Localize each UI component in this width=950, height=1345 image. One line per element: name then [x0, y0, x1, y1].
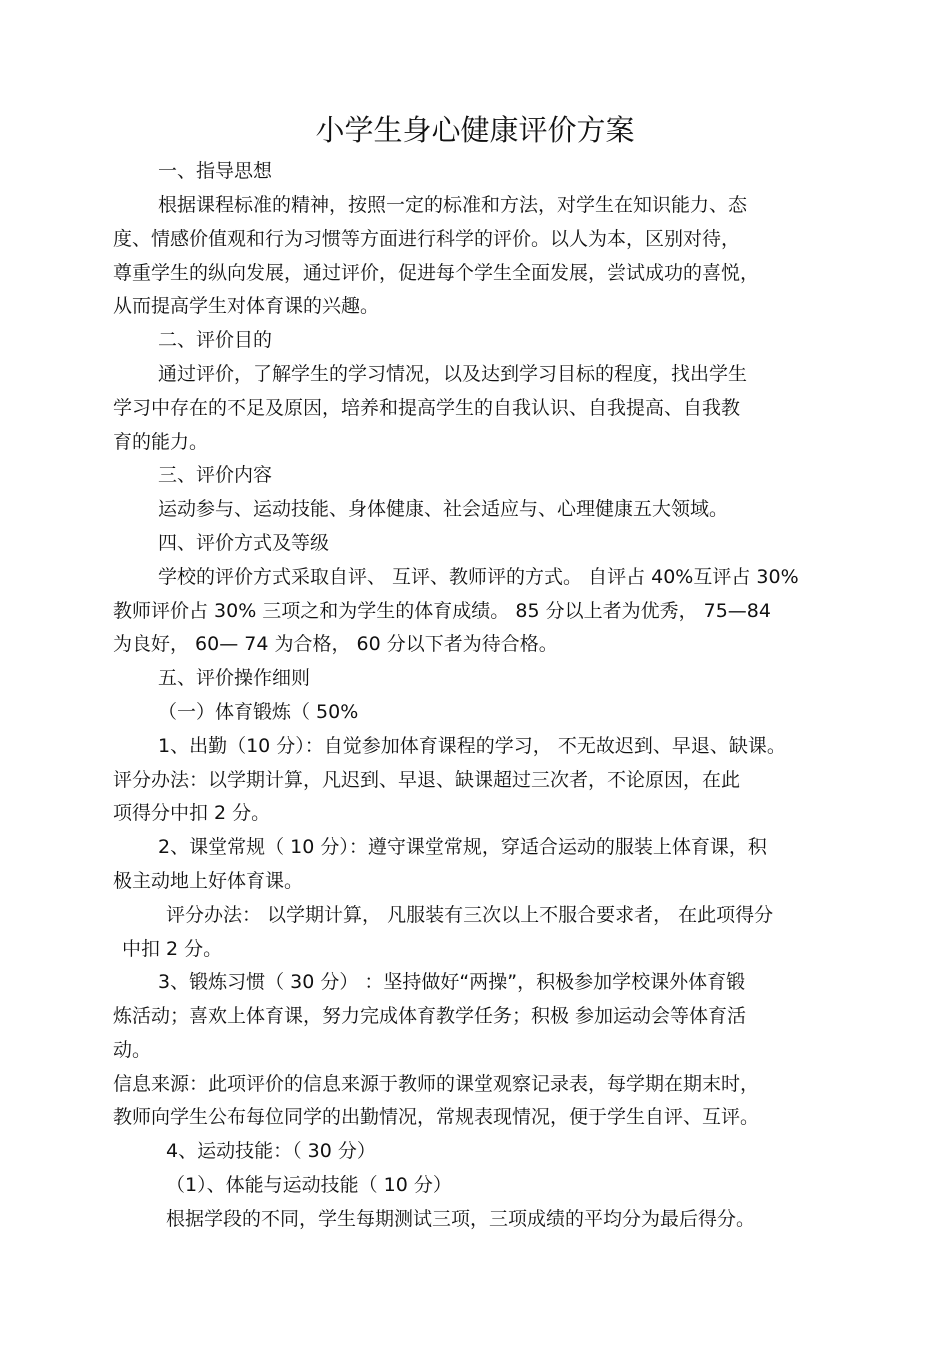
paragraph-line: 极主动地上好体育课。: [113, 870, 304, 892]
heading-evaluation-method: 四、评价方式及等级: [158, 532, 330, 554]
paragraph-line: 炼活动；喜欢上体育课，努力完成体育教学任务；积极 参加运动会等体育活: [113, 1005, 747, 1027]
paragraph-line: 学校的评价方式采取自评、 互评、教师评的方式。 自评占 40%互评占 30%: [158, 566, 799, 588]
paragraph-line: 项得分中扣 2 分。: [113, 802, 271, 824]
paragraph-line: 评分办法：以学期计算，凡迟到、早退、缺课超过三次者，不论原因，在此: [113, 769, 741, 791]
paragraph-line: 教师评价占 30% 三项之和为学生的体育成绩。 85 分以上者为优秀， 75—84: [113, 600, 771, 622]
heading-evaluation-content: 三、评价内容: [158, 464, 273, 486]
paragraph-line: 2、课堂常规（ 10 分）：遵守课堂常规，穿适合运动的服装上体育课，积: [158, 836, 767, 858]
paragraph-line: 教师向学生公布每位同学的出勤情况，常规表现情况，便于学生自评、互评。: [113, 1106, 760, 1128]
paragraph-line: 评分办法： 以学期计算， 凡服装有三次以上不服合要求者， 在此项得分: [166, 904, 774, 926]
paragraph-line: 1、出勤（10 分）：自觉参加体育课程的学习， 不无故迟到、早退、缺课。: [158, 735, 786, 757]
heading-operation-rules: 五、评价操作细则: [158, 667, 311, 689]
heading-evaluation-purpose: 二、评价目的: [158, 329, 273, 351]
paragraph-line: 度、情感价值观和行为习惯等方面进行科学的评价。以人为本，区别对待，: [113, 228, 741, 250]
paragraph-line: 从而提高学生对体育课的兴趣。: [113, 295, 380, 317]
document-title: 小学生身心健康评价方案: [315, 113, 635, 147]
paragraph-line: 通过评价，了解学生的学习情况，以及达到学习目标的程度，找出学生: [158, 363, 748, 385]
paragraph-line: 为良好， 60— 74 为合格， 60 分以下者为待合格。: [113, 633, 558, 655]
paragraph-line: 3、锻炼习惯（ 30 分） ：坚持做好“两操”，积极参加学校课外体育锻: [158, 971, 746, 993]
subheading-fitness-skills: （1）、体能与运动技能（ 10 分）: [166, 1174, 452, 1196]
subheading-physical-exercise: （一）体育锻炼（ 50%: [158, 701, 359, 723]
paragraph-line: 尊重学生的纵向发展，通过评价，促进每个学生全面发展，尝试成功的喜悦，: [113, 262, 760, 284]
subheading-motor-skills: 4、运动技能：（ 30 分）: [166, 1140, 376, 1162]
paragraph-line: 中扣 2 分。: [122, 938, 223, 960]
paragraph-line: 运动参与、运动技能、身体健康、社会适应与、心理健康五大领域。: [158, 498, 729, 520]
paragraph-line: 根据学段的不同，学生每期测试三项，三项成绩的平均分为最后得分。: [166, 1208, 756, 1230]
paragraph-line: 信息来源：此项评价的信息来源于教师的课堂观察记录表，每学期在期末时，: [113, 1073, 760, 1095]
paragraph-line: 学习中存在的不足及原因，培养和提高学生的自我认识、自我提高、自我教: [113, 397, 741, 419]
heading-guiding-ideology: 一、指导思想: [158, 160, 273, 182]
paragraph-line: 根据课程标准的精神，按照一定的标准和方法，对学生在知识能力、态: [158, 194, 748, 216]
paragraph-line: 育的能力。: [113, 431, 209, 453]
paragraph-line: 动。: [113, 1039, 152, 1061]
